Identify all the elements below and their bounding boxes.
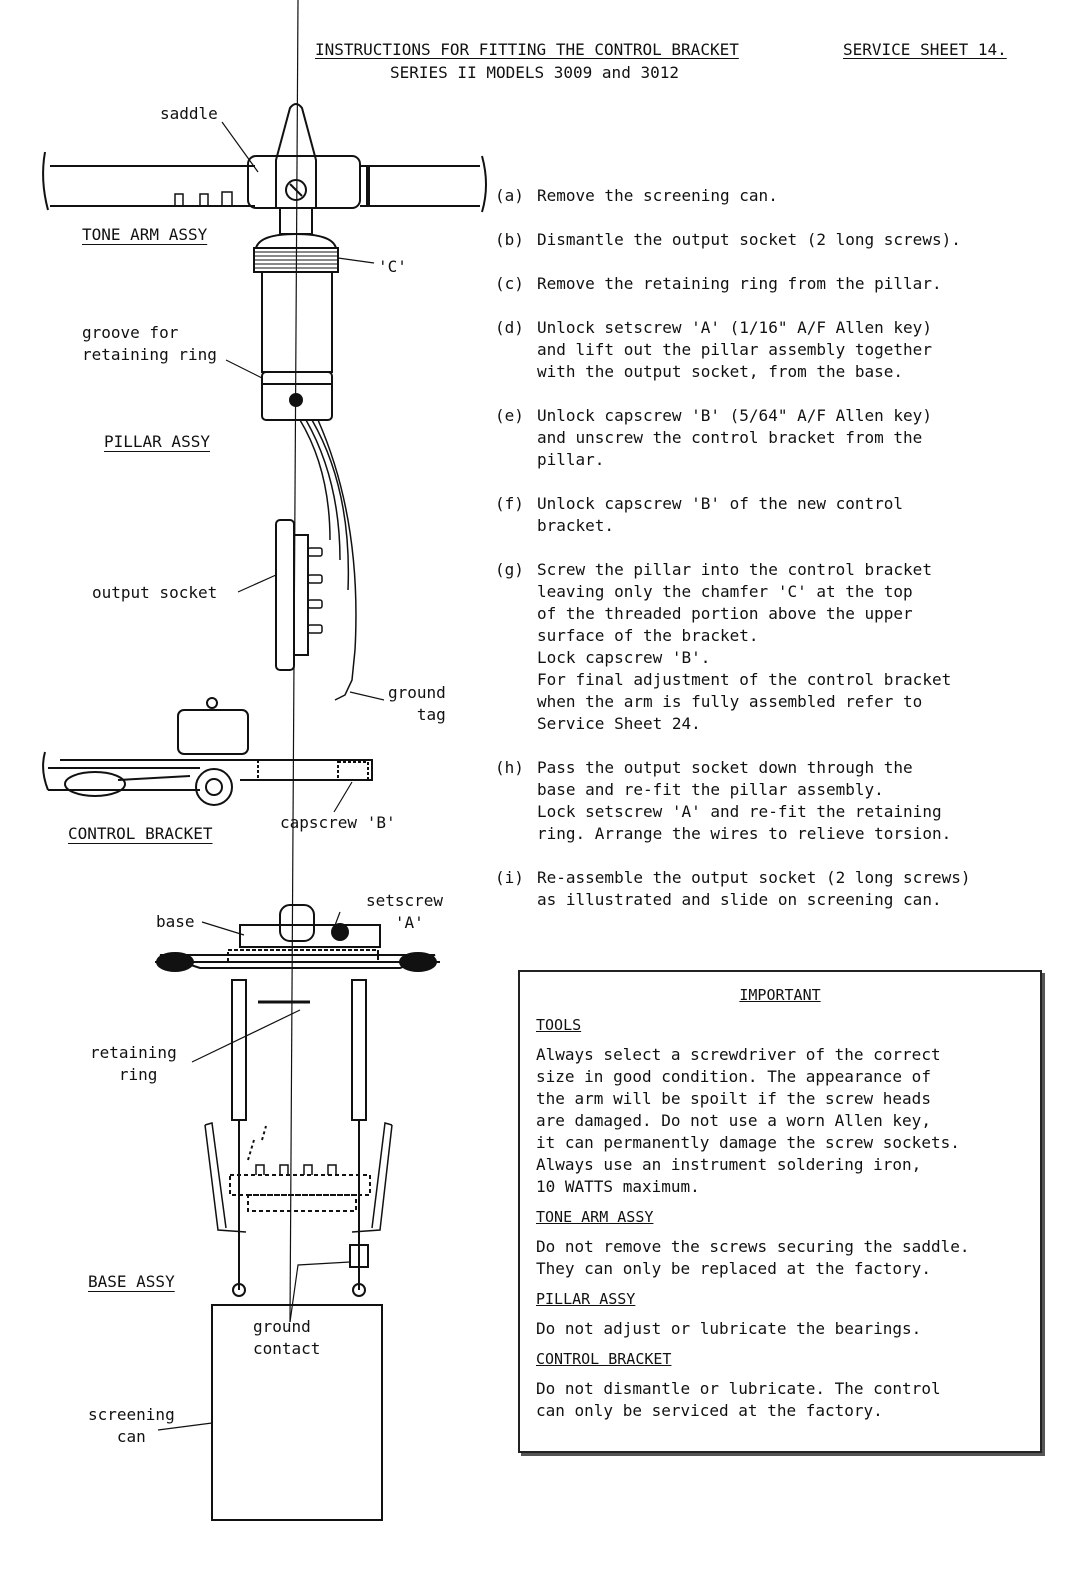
label-groove: groove for retaining ring bbox=[82, 323, 217, 364]
important-title: IMPORTANT bbox=[739, 986, 821, 1004]
step-c: (c) Remove the retaining ring from the pillar. bbox=[495, 274, 942, 293]
step-f: (f) Unlock capscrew 'B' of the new control bracket. bbox=[495, 494, 904, 535]
important-text-pillar: Do not adjust or lubricate the bearings. bbox=[536, 1319, 922, 1338]
label-screening-can: screening can bbox=[88, 1405, 175, 1446]
important-heading-tone-arm: TONE ARM ASSY bbox=[536, 1208, 654, 1226]
label-control-bracket: CONTROL BRACKET bbox=[68, 824, 213, 843]
tone-arm-drawing bbox=[43, 104, 486, 1520]
label-capscrew-b: capscrew 'B' bbox=[280, 813, 396, 832]
label-base: base bbox=[156, 912, 195, 931]
step-i: (i) Re-assemble the output socket (2 long screws) as illustrated and slide on screening can. bbox=[495, 868, 971, 909]
label-setscrew-a: setscrew 'A' bbox=[366, 891, 444, 932]
step-h: (h) Pass the output socket down through the base and re-fit the pillar assembly. Lock setscrew 'A' and re-fit the retaining ring. Arrange the wires to relieve torsion. bbox=[495, 758, 952, 843]
label-ground-contact: ground contact bbox=[253, 1317, 321, 1358]
instruction-steps bbox=[495, 185, 1055, 933]
label-base-assy: BASE ASSY bbox=[88, 1272, 175, 1291]
important-text-tone-arm: Do not remove the screws securing the saddle. They can only be replaced at the factory. bbox=[536, 1237, 970, 1278]
step-e: (e) Unlock capscrew 'B' (5/64" A/F Allen key) and unscrew the control bracket from the pillar. bbox=[495, 406, 932, 469]
service-sheet-number: SERVICE SHEET 14. bbox=[843, 40, 1007, 59]
important-text-control-bracket: Do not dismantle or lubricate. The control can only be serviced at the factory. bbox=[536, 1379, 941, 1420]
label-ground-tag: ground tag bbox=[388, 683, 446, 724]
important-text-tools: Always select a screwdriver of the correct size in good condition. The appearance of the arm will be spoilt if the screw heads are damaged. Do not use a worn Allen key, it can permanently damage the screw sockets. Always use an instrument soldering iron, 10 WATTS maximum. bbox=[536, 1045, 960, 1196]
important-heading-pillar: PILLAR ASSY bbox=[536, 1290, 636, 1308]
document-title: INSTRUCTIONS FOR FITTING THE CONTROL BRACKET bbox=[315, 40, 739, 59]
label-retaining-ring: retaining ring bbox=[90, 1043, 177, 1084]
step-b: (b) Dismantle the output socket (2 long screws). bbox=[495, 230, 961, 249]
step-d: (d) Unlock setscrew 'A' (1/16" A/F Allen key) and lift out the pillar assembly together with the output socket, from the base. bbox=[495, 318, 932, 381]
label-chamfer-c: 'C' bbox=[378, 257, 407, 276]
label-pillar-assy: PILLAR ASSY bbox=[104, 432, 210, 451]
important-heading-tools: TOOLS bbox=[536, 1016, 582, 1034]
document-subtitle: SERIES II MODELS 3009 and 3012 bbox=[390, 63, 679, 82]
label-output-socket: output socket bbox=[92, 583, 218, 602]
step-g: (g) Screw the pillar into the control bracket leaving only the chamfer 'C' at the top of the threaded portion above the upper surface of the bracket. Lock capscrew 'B'. For final adjustment of the control bracket when the arm is fully assembled refer to Service Sheet 24. bbox=[495, 560, 952, 733]
label-tone-arm-assy: TONE ARM ASSY bbox=[82, 225, 208, 244]
step-a: (a) Remove the screening can. bbox=[495, 186, 778, 205]
important-heading-control-bracket: CONTROL BRACKET bbox=[536, 1350, 672, 1368]
important-box bbox=[518, 970, 1042, 1453]
label-saddle: saddle bbox=[160, 104, 218, 123]
